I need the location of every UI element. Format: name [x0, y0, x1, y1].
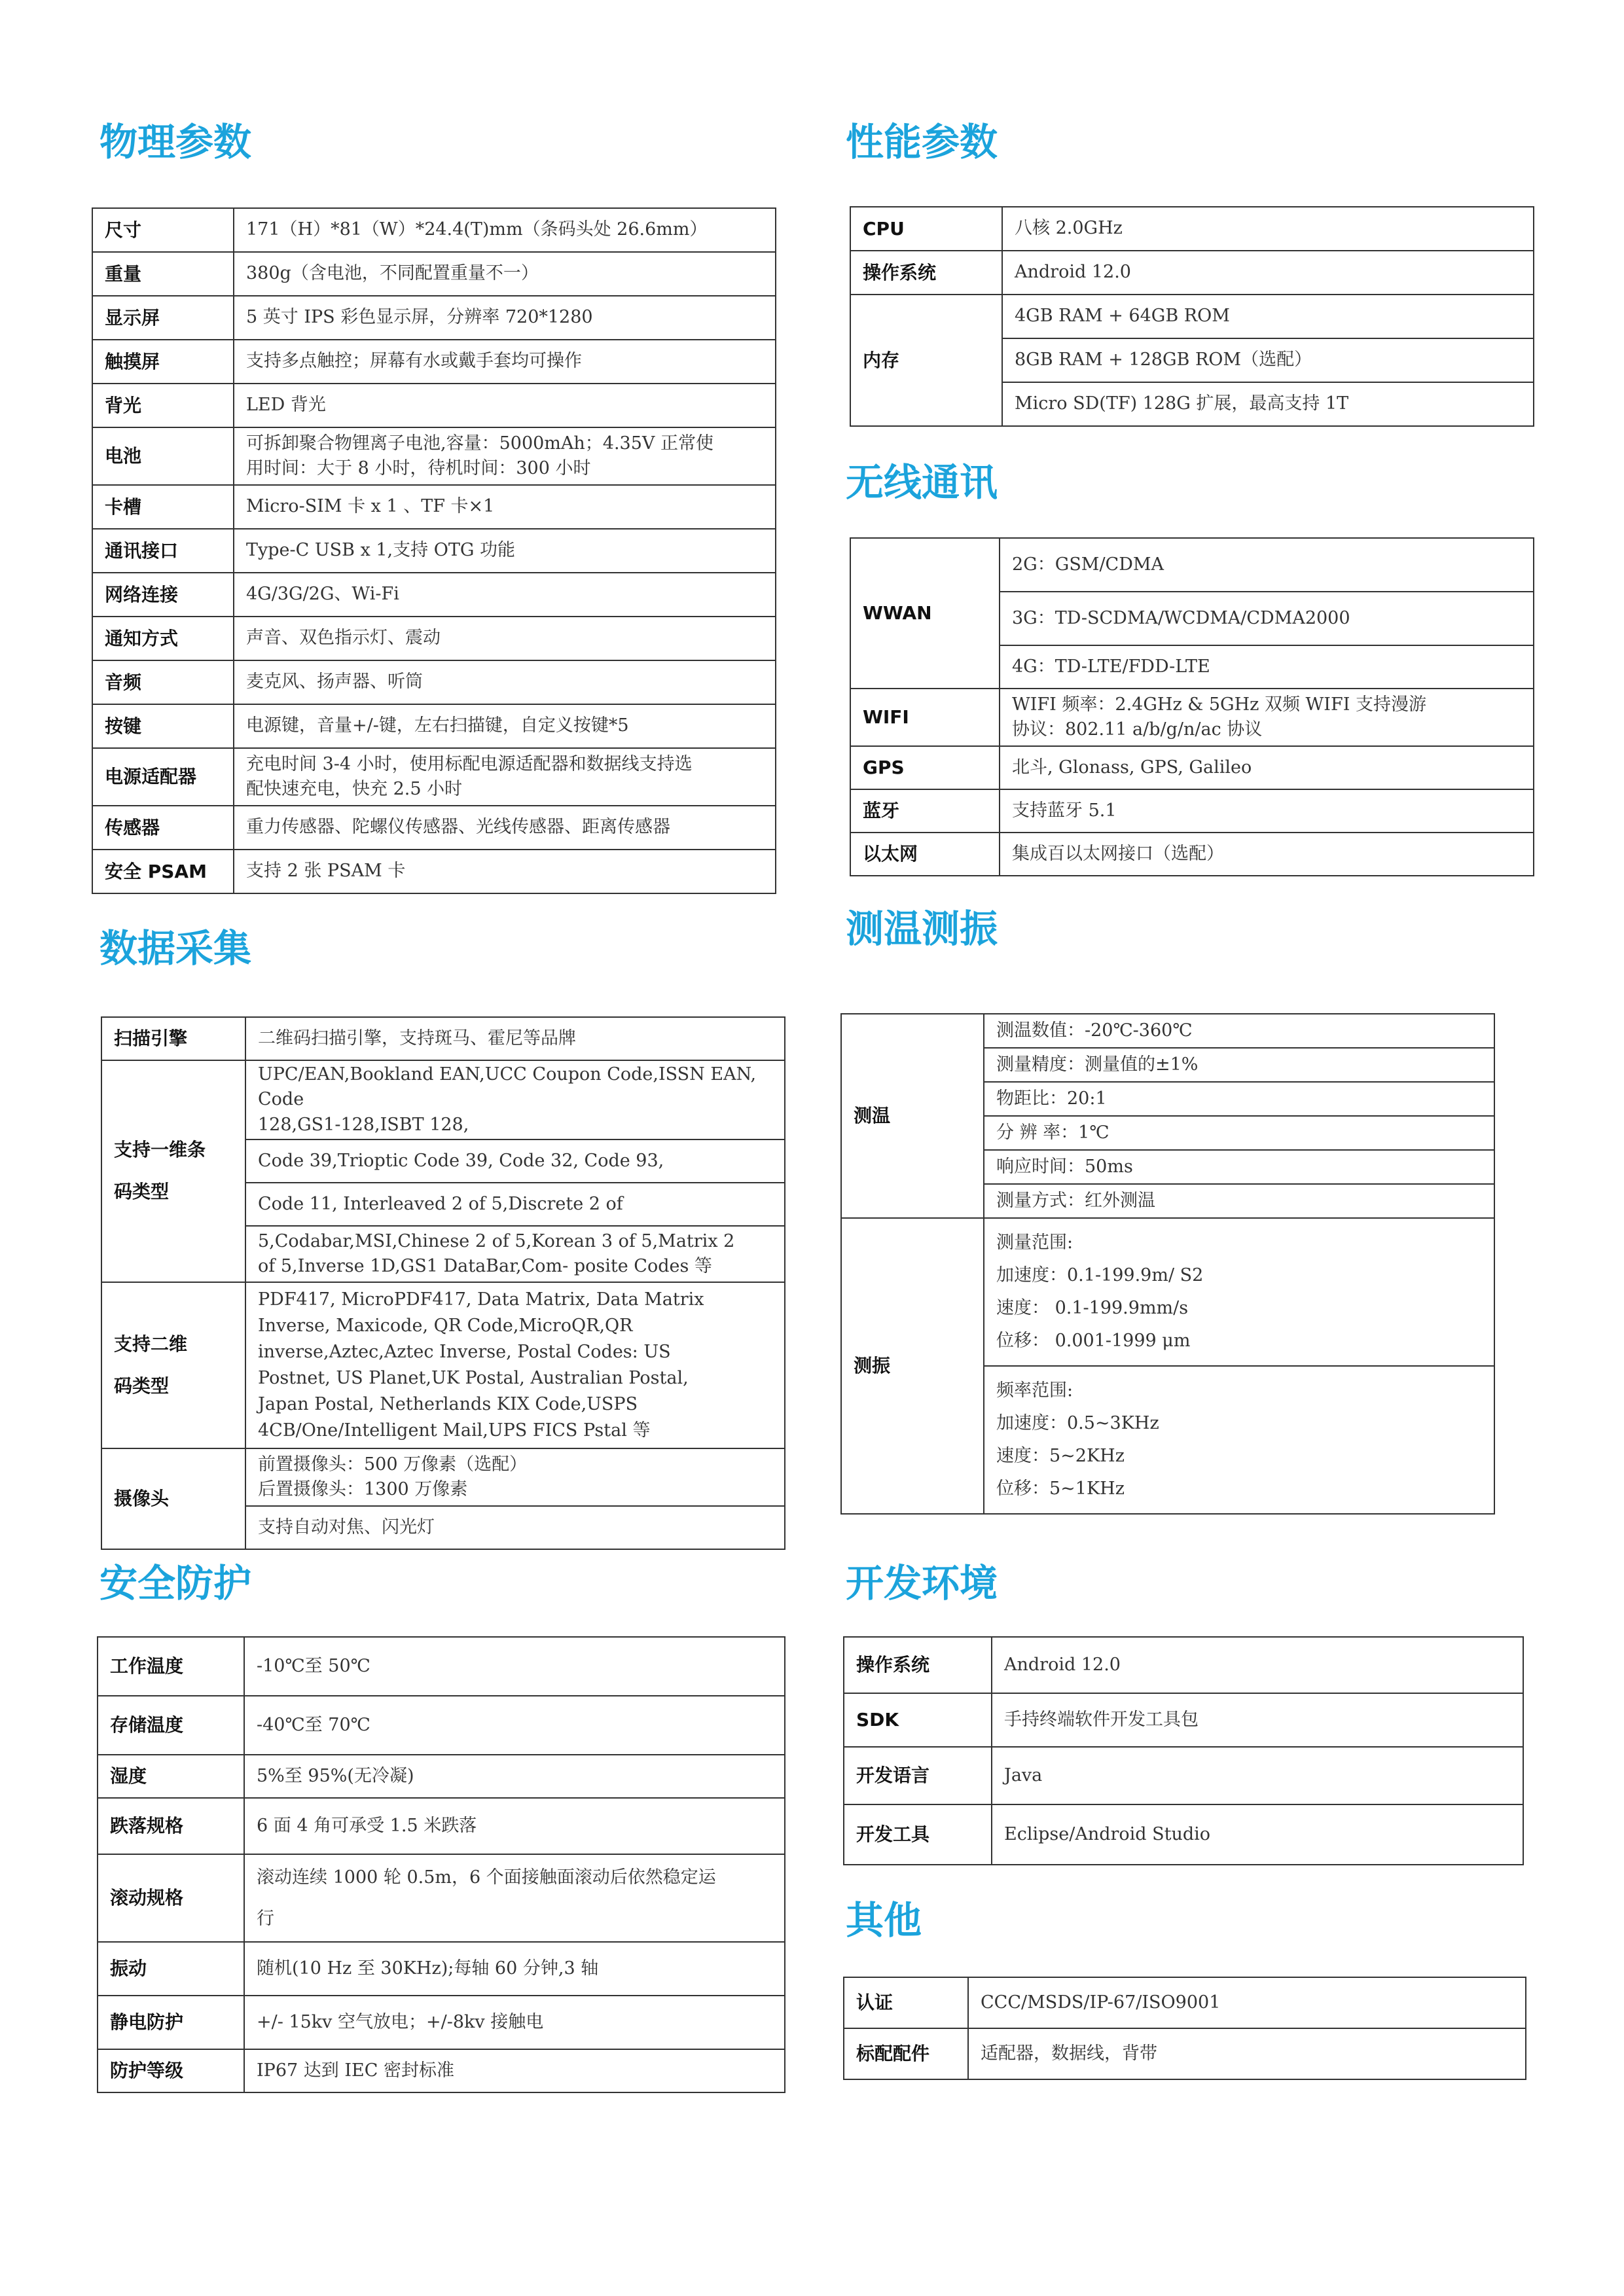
table-row: 蓝牙 支持蓝牙 5.1	[850, 789, 1534, 833]
other-spec-table	[843, 1977, 1526, 2080]
table-row: 开发工具 Eclipse/Android Studio	[844, 1804, 1523, 1865]
table-row: 操作系统 Android 12.0	[844, 1637, 1523, 1693]
section-title-wireless: 无线通讯	[846, 460, 998, 505]
table-row: CPU 八核 2.0GHz	[850, 207, 1534, 251]
table-row: 电源适配器 充电时间 3-4 小时，使用标配电源适配器和数据线支持选 配快速充电，快充 2.5 小时	[92, 748, 776, 806]
devenv-spec-table	[843, 1636, 1524, 1865]
table-row: 测振 测量范围: 加速度：0.1-199.9m/ S2 速度： 0.1-199.9mm/s 位移： 0.001-1999 μm	[841, 1218, 1494, 1366]
capture-spec-table	[101, 1016, 785, 1550]
table-row: 内存 4GB RAM + 64GB ROM	[850, 295, 1534, 338]
table-row: 扫描引擎 二维码扫描引擎，支持斑马、霍尼等品牌	[101, 1017, 785, 1060]
table-row: 3G：TD-SCDMA/WCDMA/CDMA2000	[850, 592, 1534, 645]
table-row: 音频 麦克风、扬声器、听筒	[92, 660, 776, 704]
section-title-capture: 数据采集	[99, 926, 252, 971]
table-row: 电池 可拆卸聚合物锂离子电池,容量：5000mAh；4.35V 正常使 用时间：大于 8 小时，待机时间：300 小时	[92, 427, 776, 485]
table-row: 静电防护 +/- 15kv 空气放电；+/-8kv 接触电	[98, 1996, 785, 2049]
table-row: 传感器 重力传感器、陀螺仪传感器、光线传感器、距离传感器	[92, 806, 776, 850]
table-row: WWAN 2G：GSM/CDMA	[850, 538, 1534, 592]
table-row: 重量 380g（含电池，不同配置重量不一）	[92, 252, 776, 296]
section-title-performance: 性能参数	[846, 120, 998, 164]
table-row: 摄像头 前置摄像头：500 万像素（选配） 后置摄像头：1300 万像素	[101, 1448, 785, 1506]
table-row: 背光 LED 背光	[92, 384, 776, 427]
table-row: 物距比：20:1	[841, 1082, 1494, 1116]
table-row: 工作温度 -10℃至 50℃	[98, 1637, 785, 1696]
table-row: WIFI WIFI 频率：2.4GHz & 5GHz 双频 WIFI 支持漫游 协议：802.11 a/b/g/n/ac 协议	[850, 689, 1534, 746]
table-row: 支持一维条 码类型 UPC/EAN,Bookland EAN,UCC Coupon Code,ISSN EAN, Code 128,GS1-128,ISBT 128,	[101, 1060, 785, 1139]
table-row: 分 辨 率：1℃	[841, 1116, 1494, 1150]
table-row: Code 11, Interleaved 2 of 5,Discrete 2 of	[101, 1183, 785, 1226]
table-row: 8GB RAM + 128GB ROM（选配）	[850, 338, 1534, 382]
section-title-protection: 安全防护	[99, 1561, 252, 1605]
measure-spec-table	[840, 1013, 1495, 1515]
table-row: 防护等级 IP67 达到 IEC 密封标准	[98, 2049, 785, 2092]
section-title-measure: 测温测振	[846, 906, 998, 951]
table-row: 4G：TD-LTE/FDD-LTE	[850, 645, 1534, 689]
table-row: 存储温度 -40℃至 70℃	[98, 1696, 785, 1755]
table-row: 安全 PSAM 支持 2 张 PSAM 卡	[92, 850, 776, 893]
table-row: 尺寸 171（H）*81（W）*24.4(T)mm（条码头处 26.6mm）	[92, 208, 776, 252]
table-row: 触摸屏 支持多点触控；屏幕有水或戴手套均可操作	[92, 340, 776, 384]
table-row: 通知方式 声音、双色指示灯、震动	[92, 617, 776, 660]
table-row: 测量精度：测量值的±1%	[841, 1048, 1494, 1082]
table-row: 跌落规格 6 面 4 角可承受 1.5 米跌落	[98, 1798, 785, 1854]
table-row: 标配配件 适配器，数据线，背带	[844, 2028, 1526, 2079]
table-row: 振动 随机(10 Hz 至 30KHz);每轴 60 分钟,3 轴	[98, 1942, 785, 1996]
table-row: 网络连接 4G/3G/2G、Wi-Fi	[92, 573, 776, 617]
table-row: 卡槽 Micro-SIM 卡 x 1 、TF 卡×1	[92, 485, 776, 529]
table-row: 测温 测温数值：-20℃-360℃	[841, 1014, 1494, 1048]
table-row: 滚动规格 滚动连续 1000 轮 0.5m，6 个面接触面滚动后依然稳定运 行	[98, 1854, 785, 1942]
table-row: 按键 电源键，音量+/-键，左右扫描键，自定义按键*5	[92, 704, 776, 748]
section-title-other: 其他	[846, 1898, 922, 1943]
table-row: 支持二维 码类型 PDF417, MicroPDF417, Data Matrix, Data Matrix Inverse, Maxicode, QR Code,MicroQR,QR inverse,Aztec,Aztec Inverse, Postal Codes: US Postnet, US Planet,UK Postal, Australian Postal, Japan Postal, Netherlands KIX Code,USPS 4CB/One/Intelligent Mail,UPS FICS Pstal 等	[101, 1282, 785, 1448]
table-row: 湿度 5%至 95%(无冷凝)	[98, 1755, 785, 1798]
section-title-devenv: 开发环境	[846, 1561, 998, 1605]
table-row: 5,Codabar,MSI,Chinese 2 of 5,Korean 3 of 5,Matrix 2 of 5,Inverse 1D,GS1 DataBar,Com- posite Codes 等	[101, 1226, 785, 1282]
wireless-spec-table	[850, 537, 1534, 876]
physical-spec-table	[92, 207, 776, 894]
table-row: Micro SD(TF) 128G 扩展，最高支持 1T	[850, 382, 1534, 426]
table-row: 认证 CCC/MSDS/IP-67/ISO9001	[844, 1977, 1526, 2028]
table-row: Code 39,Trioptic Code 39, Code 32, Code 93,	[101, 1139, 785, 1183]
table-row: 响应时间：50ms	[841, 1150, 1494, 1184]
performance-spec-table	[850, 206, 1534, 427]
protection-spec-table	[97, 1636, 785, 2093]
table-row: 通讯接口 Type-C USB x 1,支持 OTG 功能	[92, 529, 776, 573]
table-row: SDK 手持终端软件开发工具包	[844, 1693, 1523, 1747]
table-row: 频率范围: 加速度：0.5~3KHz 速度：5~2KHz 位移：5~1KHz	[841, 1366, 1494, 1514]
table-row: 支持自动对焦、闪光灯	[101, 1506, 785, 1549]
table-row: 显示屏 5 英寸 IPS 彩色显示屏，分辨率 720*1280	[92, 296, 776, 340]
table-row: GPS 北斗, Glonass, GPS, Galileo	[850, 746, 1534, 789]
section-title-physical: 物理参数	[99, 120, 252, 164]
table-row: 开发语言 Java	[844, 1747, 1523, 1804]
table-row: 以太网 集成百以太网接口（选配）	[850, 833, 1534, 876]
table-row: 测量方式：红外测温	[841, 1184, 1494, 1218]
table-row: 操作系统 Android 12.0	[850, 251, 1534, 295]
